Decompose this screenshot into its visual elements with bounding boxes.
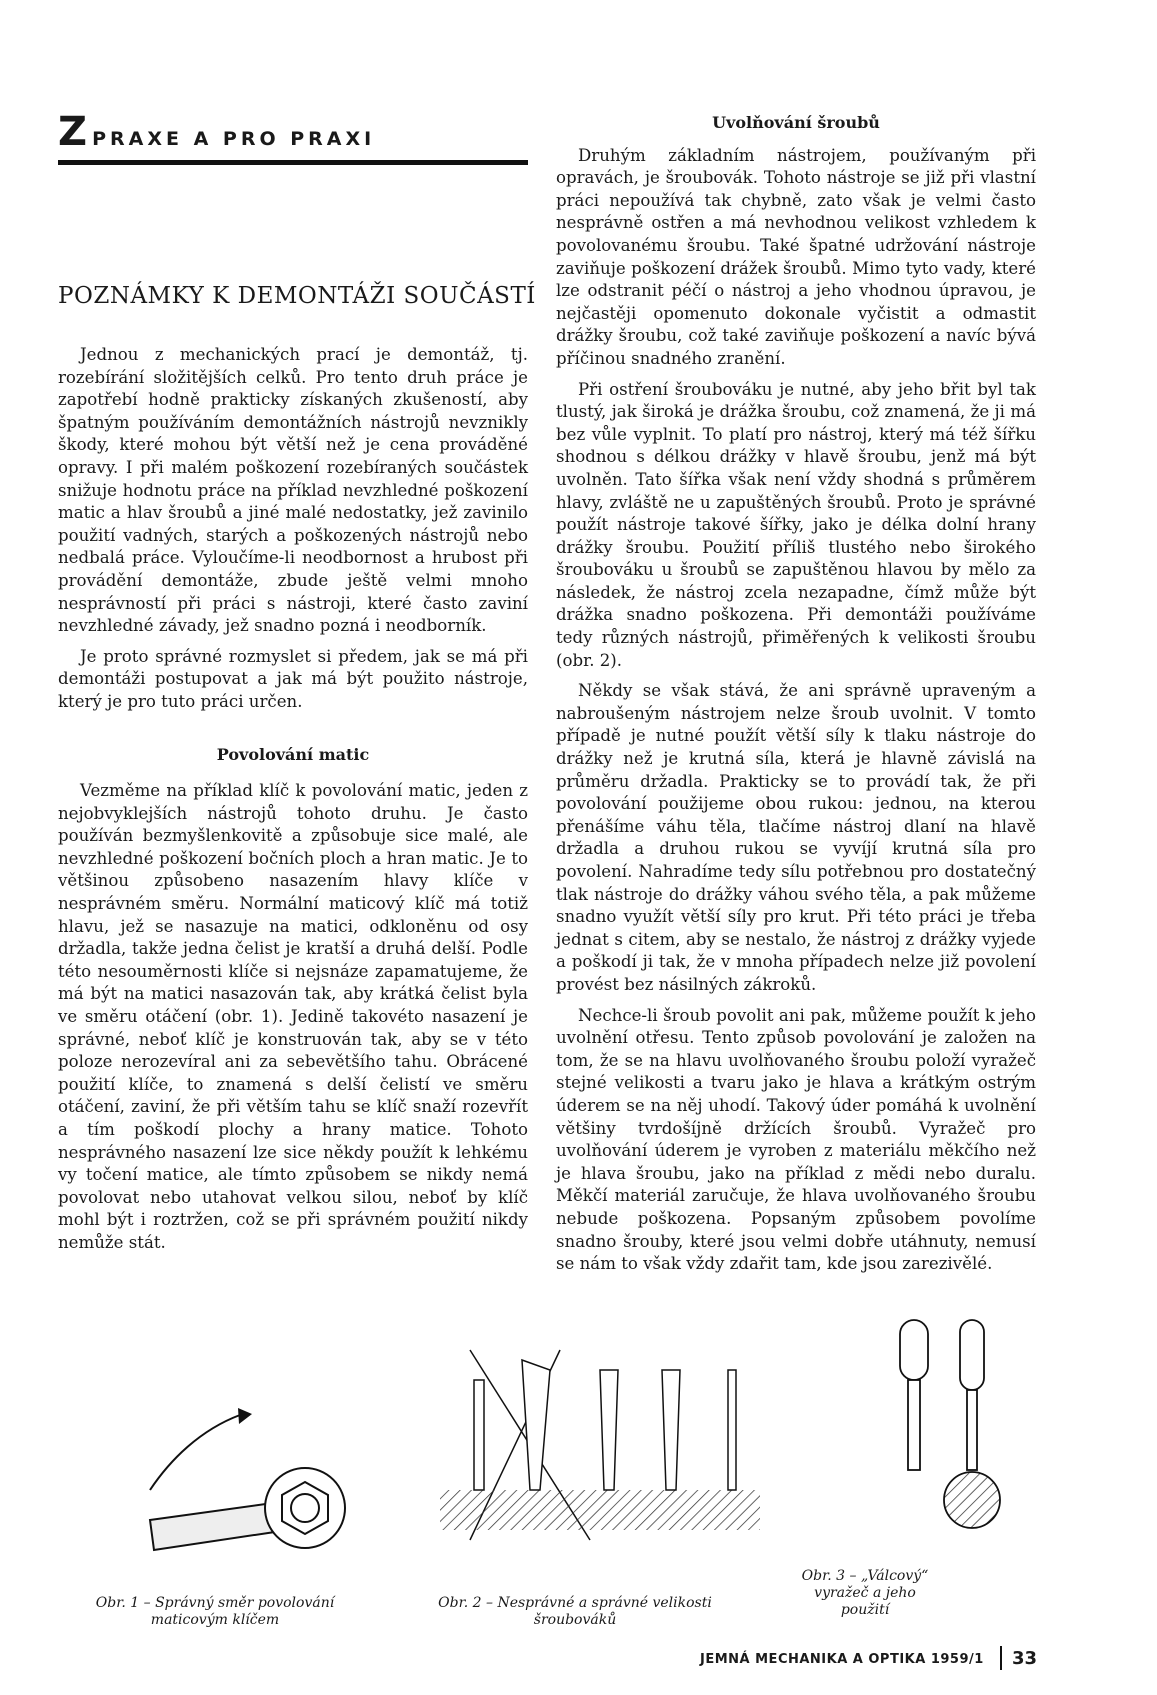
screwdriver-5 [728,1370,736,1490]
subheading-nuts: Povolování matic [216,744,370,764]
section-initial: Z [58,109,88,155]
journal-footer: JEMNÁ MECHANIKA A OPTIKA 1959/1 [700,1652,984,1667]
figure-3-punch [870,1300,1020,1560]
punch-2-body [960,1320,984,1390]
figure-2-screwdrivers [440,1340,770,1560]
left-column [58,344,528,1255]
figure-1-caption: Obr. 1 – Správný směr povolování maticovým klíčem [95,1595,335,1628]
section-header [58,109,528,155]
arrow-head [238,1408,252,1424]
figure-2-caption: Obr. 2 – Nesprávné a správné velikosti šroubováků [438,1595,712,1628]
header-rule [58,160,528,165]
screwdriver-1 [474,1380,484,1490]
workpiece [440,1490,760,1530]
screws-paragraph-3: Někdy se však stává, že ani správně upraveným a nabroušeným nástrojem nelze šroub uvolnit. V tomto případě je nutné použít větší síly k tlaku nástroje do drážky než je krutná síla, která je hlavně závislá na průměru držadla. Prakticky se to provádí tak, že při povolování použijeme obou rukou: jednou, na kterou přenášíme váhu těla, tlačíme nástroj dlaní na hlavě držadla a druhou rukou se vyvíjí krutná síla pro povolení. Nahradíme tedy sílu potřebnou pro dostatečný tlak nástroje do drážky váhou svého těla, a pak můžeme snadno využít větší síly pro krut. Při této práci je třeba jednat s citem, aby se nestalo, že nástroj z drážky vyjede a poškodí ji tak, že v mnoha případech nelze již povolení provést bez násilných zákroků. [556,681,1036,994]
figure-1-wrench [110,1370,370,1550]
intro-paragraph-1: Jednou z mechanických prací je demontáž, tj. rozebírání složitějších celků. Pro tento druh práce je zapotřebí hodně prakticky získaných zkušeností, aby špatným používáním demontážních nástrojů nevznikly škody, které mohou být větší než je cena prováděné opravy. I při malém poškození rozebíraných součástek snižuje hodnotu práce na příklad nevzhledné poškození matic a hlav šroubů a jiné malé nedostatky, jež zavinilo použití vadných, starých a poškozených nástrojů nebo nedbalá práce. Vyloučíme-li neodbornost a hrubost při provádění demontáže, zbude ještě velmi mnoho nesprávností při práci s nástroji, které často zaviní nevzhledné závady, jež snadno pozná i neodborník. [58,345,528,636]
figure-3-caption: Obr. 3 – „Válcový“ vyražeč a jeho použití [801,1568,929,1618]
section-name: PRAXE A PRO PRAXI [92,128,376,150]
page-number: 33 [1012,1648,1038,1669]
nuts-paragraph-1: Vezměme na příklad klíč k povolování matic, jeden z nejobvyklejších nástrojů tohoto druhu. Je často používán bezmyšlenkovitě a způsobuje sice malé, ale nevzhledné poškození bočních ploch a hran matic. Je to většinou způsobeno nasazením hlavy klíče v nesprávném směru. Normální maticový klíč má totiž hlavu, jež se nasazuje na matici, odkloněnu od osy držadla, takže jedna čelist je kratší a druhá delší. Podle této nesouměrnosti klíče si nejsnáze zapamatujeme, že má být na matici nasazován tak, aby krátká čelist byla ve směru otáčení (obr. 1). Jedině takovéto nasazení je správné, neboť klíč je konstruován tak, aby se v této poloze nerozevíral ani za sebevětšího tahu. Obrácené použití klíče, to znamená s delší čelistí ve směru otáčení, zaviní, že při větším tahu se klíč snaží rozevřít a tím poškodí plochy a hrany matice. Tohoto nesprávného nasazení lze sice někdy použít k lehkému vy točení matice, ale tímto způsobem se nikdy nemá povolovat nebo utahovat velkou silou, neboť by klíč mohl být i roztržen, což se při správném použití nikdy nemůže stát. [58,781,528,1252]
intro-paragraph-2: Je proto správné rozmyslet si předem, jak se má při demontáži postupovat a jak má být použito nástroje, který je pro tuto práci určen. [58,646,528,711]
punch-2-tip [967,1390,977,1470]
screws-paragraph-4: Nechce-li šroub povolit ani pak, můžeme použít k jeho uvolnění otřesu. Tento způsob povolování je založen na tom, že se na hlavu uvolňovaného šroubu položí vyražeč stejné velikosti a tvaru jako je hlava a krátkým ostrým úderem se na něj uhodí. Takový úder pomáhá k uvolnění většiny tvrdošíjně držících šroubů. Vyražeč pro uvolňování úderem je vyroben z materiálu měkčího než je hlava šroubu, jako na příklad z mědi nebo duralu. Měkčí materiál zaručuje, že hlava uvolňovaného šroubu nebude poškozena. Popsaným způsobem povolíme snadno šrouby, které jsou velmi dobře utáhnuty, nemusí se nám to však vždy zdařit tam, kde jsou zarezivělé. [556,1005,1036,1274]
subheading-screws: Uvolňování šroubů [712,113,880,132]
screw-head-section [944,1472,1000,1528]
article-title: POZNÁMKY K DEMONTÁŽI SOUČÁSTÍ [58,283,536,309]
screws-paragraph-2: Při ostření šroubováku je nutné, aby jeho břit byl tak tlustý, jak široká je drážka šroubu, což znamená, že ji má bez vůle vyplnit. To platí pro nástroj, který má též šířku shodnou s délkou drážky v hlavě šroubu, jenž má být uvolněn. Tato šířka však není vždy shodná s průměrem hlavy, zvláště ne u zapuštěných šroubů. Proto je správné použít nástroje takové šířky, jako je délka dolní hrany drážky šroubu. Použití příliš tlustého nebo širokého šroubováku u šroubů se zapuštěnou hlavou by mělo za následek, že nástroj zcela nezapadne, čímž může být drážka snadno poškozena. Při demontáži používáme tedy různých nástrojů, přiměřených k velikosti šroubu (obr. 2). [556,379,1036,670]
screws-paragraph-1: Druhým základním nástrojem, používaným při opravách, je šroubovák. Tohoto nástroje se již při vlastní práci nepoužívá tak chybně, zato však je velmi často nesprávně ostřen a má nevhodnou velikost vzhledem k povolovanému šroubu. Také špatné udržování nástroje zaviňuje poškození drážek šroubů. Mimo tyto vady, které lze odstranit péčí o nástroj a jeho vhodnou úpravou, je nejčastěji opomenuto dokonale vyčistit a odmastit drážky šroubu, což také zaviňuje poškození a navíc bývá příčinou snadného zranění. [556,145,1036,368]
screwdriver-4 [662,1370,680,1490]
screwdriver-3 [600,1370,618,1490]
punch-1-body [900,1320,928,1380]
rotation-arrow [150,1415,240,1490]
right-column [556,112,1036,1276]
punch-1-tip [908,1380,920,1470]
footer-divider [1000,1646,1002,1670]
